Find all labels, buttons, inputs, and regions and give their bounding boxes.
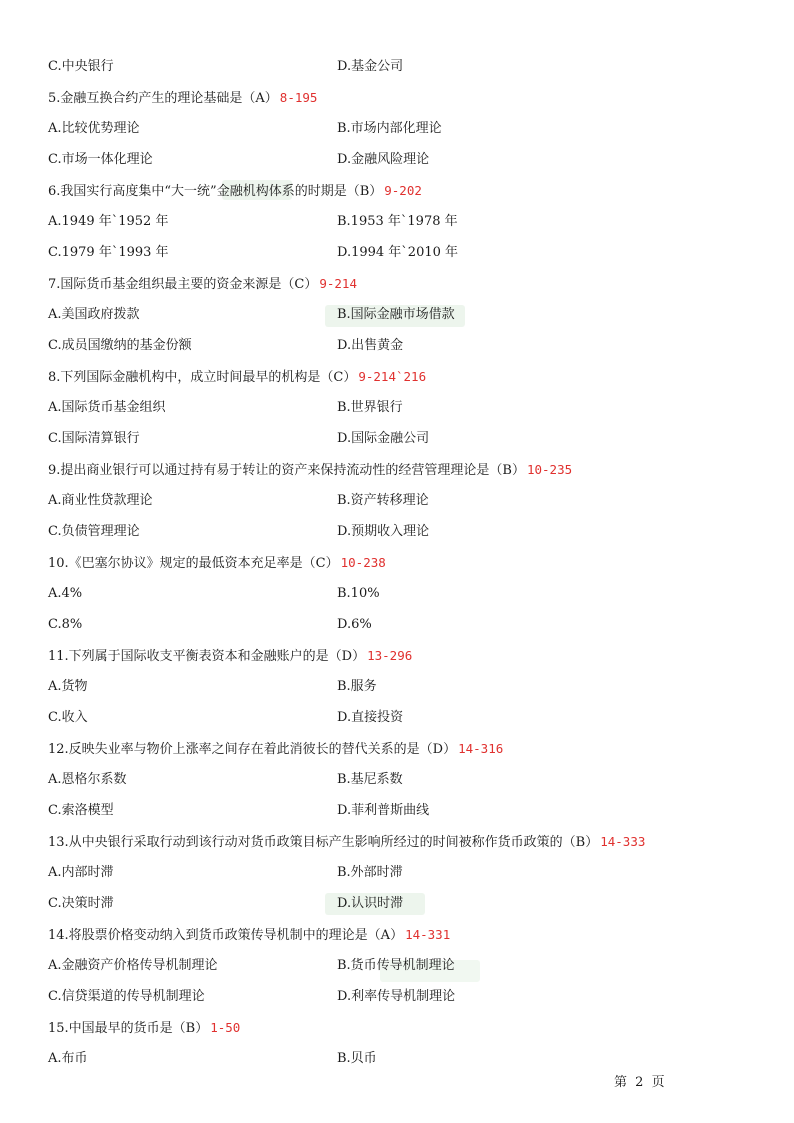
option-left: A.货物: [48, 679, 88, 694]
option-left: A.金融资产价格传导机制理论: [48, 958, 218, 973]
option-right: B.外部时滞: [337, 865, 403, 880]
question-line: [48, 646, 412, 666]
option-right: B.服务: [337, 679, 377, 694]
page-reference: 1-50: [210, 1020, 241, 1035]
option-left: A.内部时滞: [48, 865, 114, 880]
page-reference: 10-238: [340, 555, 386, 570]
question-text: 13.从中央银行采取行动到该行动对货币政策目标产生影响所经过的时间被称作货币政策的（B）: [48, 835, 599, 850]
option-right: B.基尼系数: [337, 772, 403, 787]
question-line: [48, 1018, 240, 1038]
option-left: C.国际清算银行: [48, 431, 140, 446]
question-line: [48, 460, 572, 480]
option-left: C.8%: [48, 617, 83, 632]
question-text: 5.金融互换合约产生的理论基础是（A）: [48, 91, 278, 106]
option-left: A.比较优势理论: [48, 121, 140, 136]
option-right: D.金融风险理论: [337, 152, 430, 167]
page-number: 2: [635, 1075, 644, 1090]
question-text: 11.下列属于国际收支平衡表资本和金融账户的是（D）: [48, 649, 366, 664]
question-text: 14.将股票价格变动纳入到货币政策传导机制中的理论是（A）: [48, 928, 404, 943]
question-text: 7.国际货币基金组织最主要的资金来源是（C）: [48, 277, 318, 292]
question-line: [48, 832, 645, 852]
question-text: 9.提出商业银行可以通过持有易于转让的资产来保持流动性的经营管理理论是（B）: [48, 463, 525, 478]
option-right: D.直接投资: [337, 710, 404, 725]
page-reference: 8-195: [279, 90, 318, 105]
page-reference: 10-235: [526, 462, 573, 477]
page-reference: 13-296: [367, 648, 413, 663]
page-reference: 9-214`216: [358, 369, 427, 384]
question-line: [48, 274, 357, 294]
page-footer: [612, 1073, 667, 1093]
option-right: D.1994 年`2010 年: [337, 245, 459, 260]
option-left: C.负债管理理论: [48, 524, 140, 539]
option-left: C.成员国缴纳的基金份额: [48, 338, 192, 353]
question-text: 6.我国实行高度集中“大一统”金融机构体系的时期是（B）: [48, 184, 383, 199]
page-reference: 14-333: [600, 834, 646, 849]
option-left: C.中央银行: [48, 59, 114, 74]
page-reference: 14-331: [405, 927, 451, 942]
question-line: [48, 925, 450, 945]
option-right: D.出售黄金: [337, 338, 404, 353]
question-text: 10.《巴塞尔协议》规定的最低资本充足率是（C）: [48, 556, 339, 571]
option-right: B.1953 年`1978 年: [337, 214, 458, 229]
option-left: A.商业性贷款理论: [48, 493, 153, 508]
option-left: A.美国政府拨款: [48, 307, 140, 322]
question-line: [48, 181, 422, 201]
question-line: [48, 553, 386, 573]
option-right: B.市场内部化理论: [337, 121, 442, 136]
option-left: A.恩格尔系数: [48, 772, 127, 787]
option-left: C.1979 年`1993 年: [48, 245, 169, 260]
question-text: 15.中国最早的货币是（B）: [48, 1021, 209, 1036]
footer-suffix: 页: [651, 1075, 665, 1090]
option-right: D.预期收入理论: [337, 524, 430, 539]
option-left: A.布币: [48, 1051, 88, 1066]
question-line: [48, 88, 317, 108]
option-right: D.菲利普斯曲线: [337, 803, 430, 818]
option-right: B.国际金融市场借款: [337, 307, 455, 322]
option-right: D.国际金融公司: [337, 431, 430, 446]
option-left: C.索洛模型: [48, 803, 114, 818]
option-left: C.决策时滞: [48, 896, 114, 911]
page-reference: 14-316: [458, 741, 504, 756]
option-right: D.利率传导机制理论: [337, 989, 456, 1004]
option-right: B.资产转移理论: [337, 493, 429, 508]
option-right: D.基金公司: [337, 59, 404, 74]
option-left: A.国际货币基金组织: [48, 400, 166, 415]
question-text: 8.下列国际金融机构中，成立时间最早的机构是（C）: [48, 370, 357, 385]
option-right: B.10%: [337, 586, 380, 601]
page-reference: 9-202: [384, 183, 422, 198]
option-right: B.贝币: [337, 1051, 377, 1066]
option-right: B.货币传导机制理论: [337, 958, 455, 973]
question-line: [48, 367, 426, 387]
option-left: C.收入: [48, 710, 88, 725]
option-left: C.信贷渠道的传导机制理论: [48, 989, 205, 1004]
option-left: C.市场一体化理论: [48, 152, 153, 167]
option-left: A.1949 年`1952 年: [48, 214, 169, 229]
option-right: D.6%: [337, 617, 372, 632]
question-text: 12.反映失业率与物价上涨率之间存在着此消彼长的替代关系的是（D）: [48, 742, 457, 757]
option-right: B.世界银行: [337, 400, 403, 415]
page-reference: 9-214: [319, 276, 357, 291]
option-right: D.认识时滞: [337, 896, 404, 911]
question-line: [48, 739, 503, 759]
footer-prefix: 第: [614, 1075, 628, 1090]
option-left: A.4%: [48, 586, 83, 601]
